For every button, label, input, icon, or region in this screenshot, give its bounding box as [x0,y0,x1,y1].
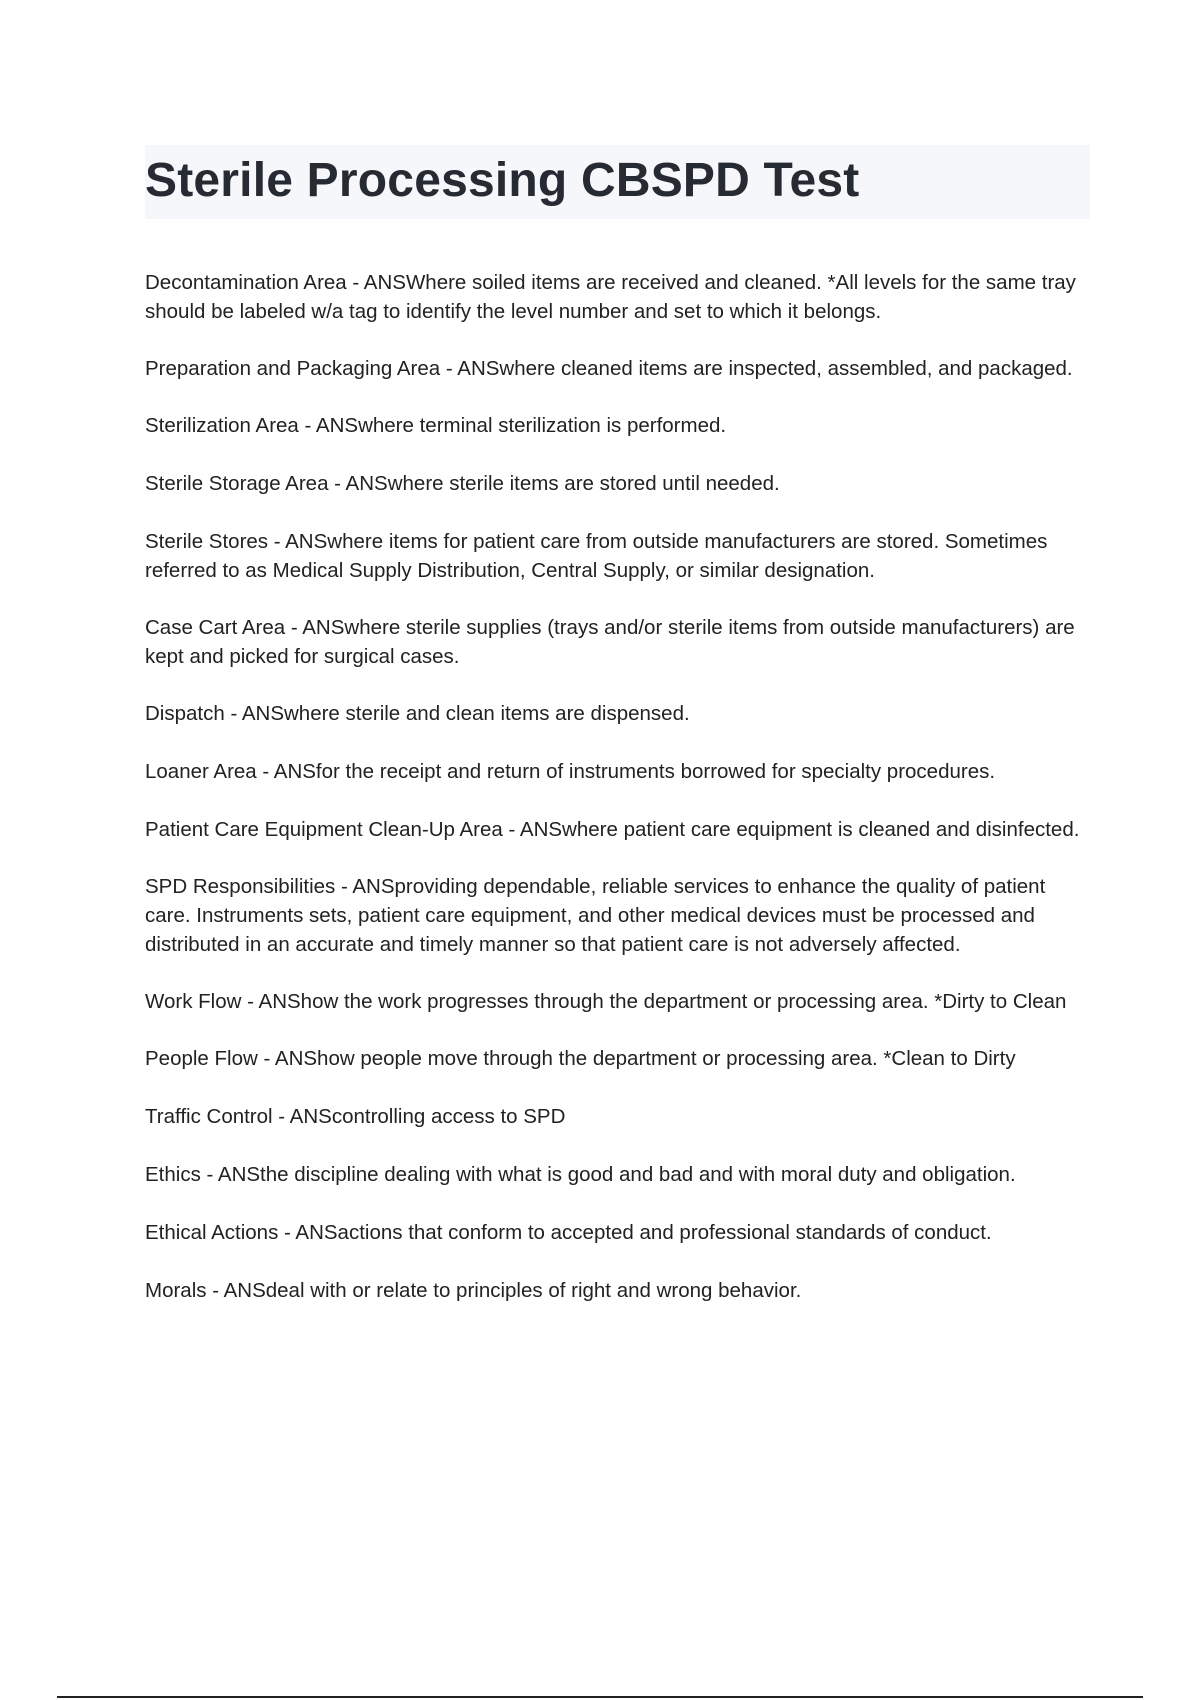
entry-ethics: Ethics - ANSthe discipline dealing with what is good and bad and with moral duty and obligation. [145,1163,1016,1186]
entry-work-flow: Work Flow - ANShow the work progresses through the department or processing area. *Dirty to Clean [145,990,1067,1013]
entry-decontamination-area: Decontamination Area - ANSWhere soiled items are received and cleaned. *All levels for the same tray should be labeled w/a tag to identify the level number and set to which it belongs. [145,271,1076,323]
entry-spd-responsibilities: SPD Responsibilities - ANSproviding dependable, reliable services to enhance the quality of patient care. Instruments sets, patient care equipment, and other medical devices must be processed and distributed in an accurate and timely manner so that patient care is not adversely affected. [145,875,1046,956]
entry-loaner-area: Loaner Area - ANSfor the receipt and return of instruments borrowed for specialty procedures. [145,760,996,783]
title-band [145,145,1090,219]
entry-case-cart-area: Case Cart Area - ANSwhere sterile supplies (trays and/or sterile items from outside manufacturers) are kept and picked for surgical cases. [145,616,1075,668]
entry-sterilization-area: Sterilization Area - ANSwhere terminal sterilization is performed. [145,414,727,437]
entry-list [145,268,1095,1333]
entry-patient-care-equipment: Patient Care Equipment Clean-Up Area - ANSwhere patient care equipment is cleaned and disinfected. [145,818,1080,841]
page-title: Sterile Processing CBSPD Test [145,154,860,207]
entry-ethical-actions: Ethical Actions - ANSactions that conform to accepted and professional standards of conduct. [145,1221,992,1244]
entry-traffic-control: Traffic Control - ANScontrolling access to SPD [145,1105,566,1128]
entry-people-flow: People Flow - ANShow people move through the department or processing area. *Clean to Dirty [145,1047,1016,1070]
entry-sterile-stores: Sterile Stores - ANSwhere items for patient care from outside manufacturers are stored. Sometimes referred to as Medical Supply Distribution, Central Supply, or similar designation. [145,530,1048,582]
entry-dispatch: Dispatch - ANSwhere sterile and clean items are dispensed. [145,702,690,725]
entry-morals: Morals - ANSdeal with or relate to principles of right and wrong behavior. [145,1279,802,1302]
entry-preparation-packaging-area: Preparation and Packaging Area - ANSwhere cleaned items are inspected, assembled, and packaged. [145,357,1073,380]
entry-sterile-storage-area: Sterile Storage Area - ANSwhere sterile items are stored until needed. [145,472,780,495]
footer-divider [57,1696,1143,1698]
